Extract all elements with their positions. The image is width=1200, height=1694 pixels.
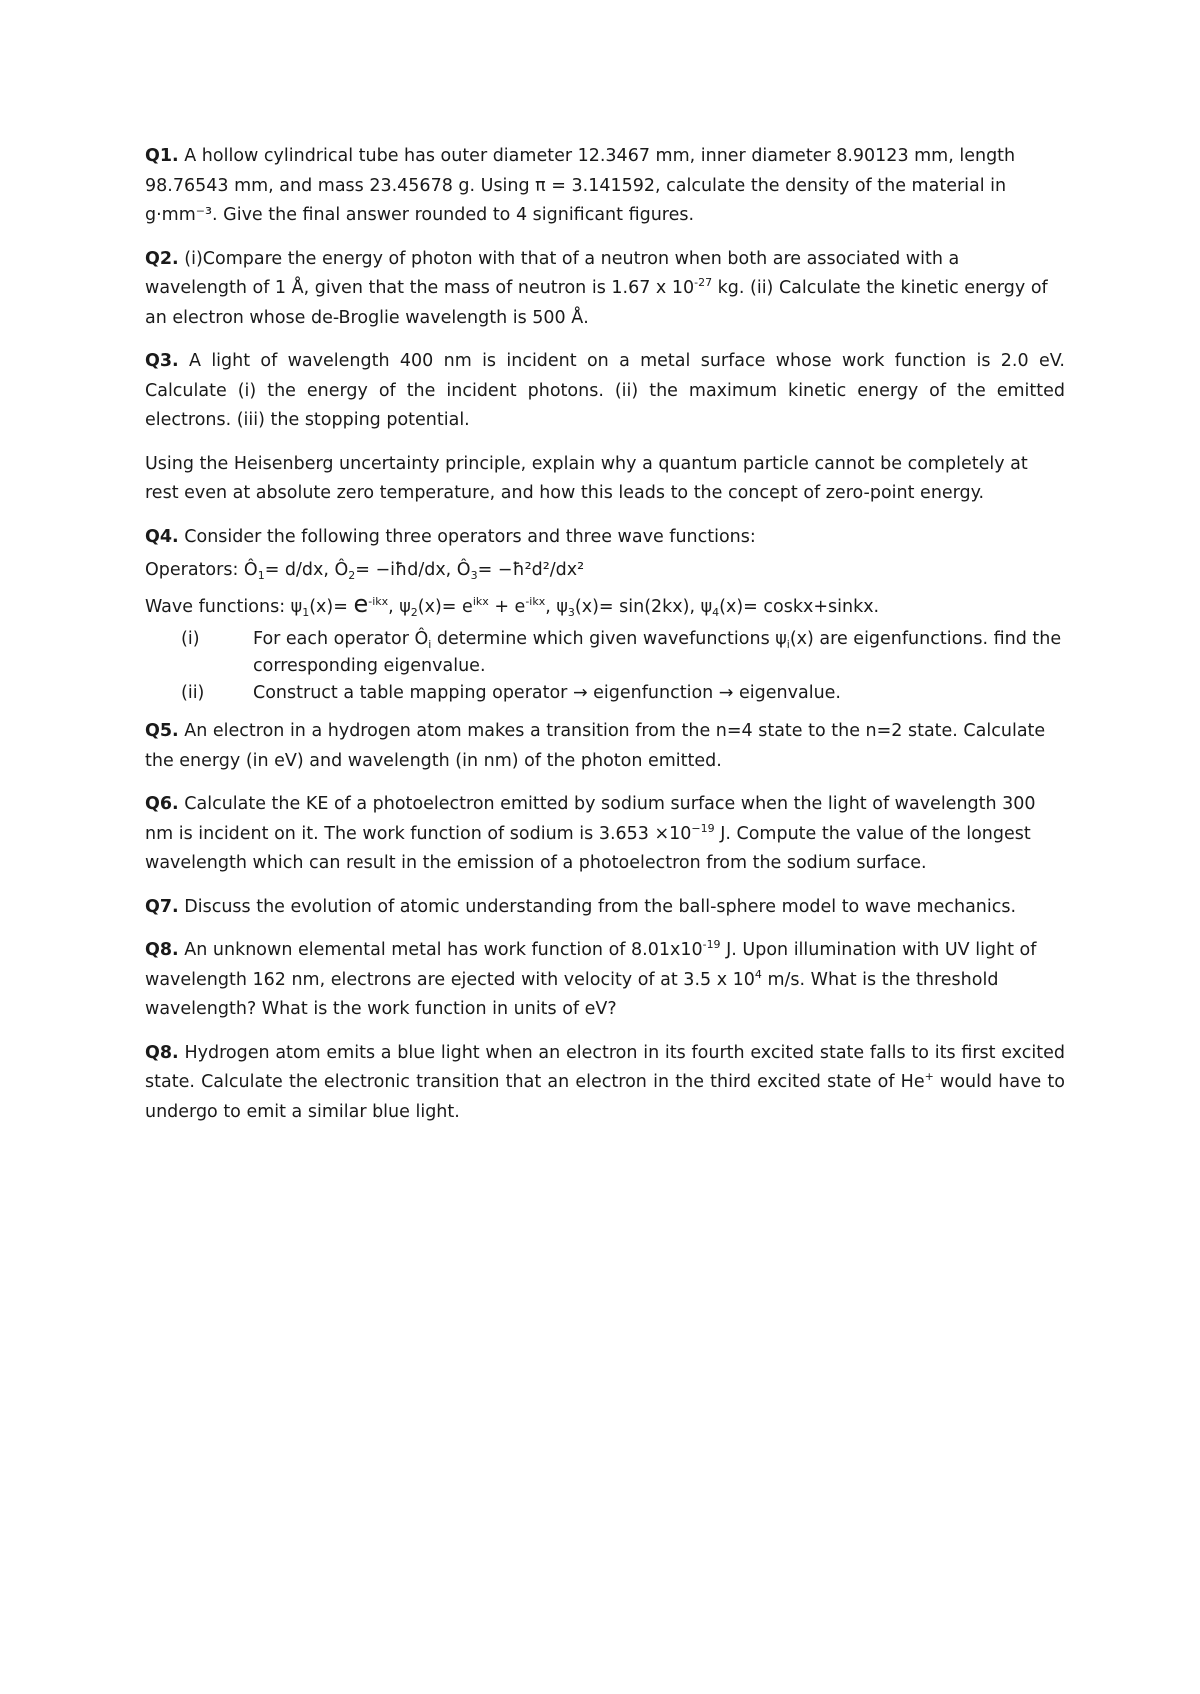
question-text: Using the Heisenberg uncertainty principle, explain why a quantum particle cannot be completely at rest even at absolute zero temperature, and how this leads to the concept of zero-point energy. <box>145 453 1028 503</box>
wave-text: , ψ <box>388 596 411 617</box>
question-text: An unknown elemental metal has work function of 8.01x10 <box>178 940 703 960</box>
subscript: i <box>786 638 790 651</box>
question-text: Calculate the KE of a photoelectron emitted by sodium surface when the light of wavelength 300 nm is incident on it. The work function of sodium is 3.653 ×10 <box>145 794 1036 844</box>
question-text: An electron in a hydrogen atom makes a transition from the n=4 state to the n=2 state. Calculate the energy (in eV) and wavelength (in nm) of the photon emitted. <box>145 721 1046 771</box>
question-label: Q3. <box>145 351 179 371</box>
item-number: (ii) <box>181 683 205 703</box>
question-label: Q4. <box>145 526 179 547</box>
question-text: J. Upon illumination with UV light of wavelength 162 nm, electrons are ejected with velocity of at 3.5 x 10 <box>145 940 1037 990</box>
question-4-intro <box>145 523 1065 553</box>
exponent: -ikx <box>368 594 389 608</box>
question-label: Q7. <box>145 896 179 917</box>
subscript: 3 <box>567 605 575 619</box>
question-text: kg. (ii) Calculate the kinetic energy of an electron whose de-Broglie wavelength is 500 Å. <box>145 278 1048 328</box>
exponent: -19 <box>702 938 721 951</box>
heisenberg-question <box>145 450 1065 509</box>
exponent: -ikx <box>525 594 546 608</box>
exponent: 4 <box>754 967 762 981</box>
item-text-part: (x) are eigenfunctions. find the corresponding eigenvalue. <box>253 629 1062 676</box>
item-number: (i) <box>181 629 200 649</box>
item-text-part: For each operator Ô <box>253 629 429 649</box>
question-label: Q8. <box>145 1042 179 1063</box>
operators-text: = −ħ²d²/dx² <box>477 560 585 580</box>
question-text: Consider the following three operators and three wave functions: <box>178 526 756 547</box>
wave-text: (x)= e <box>417 596 473 617</box>
operators-text: Operators: Ô <box>145 560 258 580</box>
question-text: Discuss the evolution of atomic understanding from the ball-sphere model to wave mechanics. <box>178 896 1017 917</box>
subscript: 2 <box>348 569 356 582</box>
wave-text: Wave functions: ψ <box>145 596 303 617</box>
operators-text: = d/dx, Ô <box>264 560 349 580</box>
subscript: 3 <box>470 569 478 582</box>
question-label: Q2. <box>145 248 179 269</box>
item-text <box>253 626 1065 680</box>
item-text: Construct a table mapping operator → eigenfunction → eigenvalue. <box>253 683 841 703</box>
exponent: ikx <box>472 594 489 608</box>
document-page <box>145 142 1065 1141</box>
exponent: -27 <box>694 276 713 289</box>
question-7 <box>145 893 1065 923</box>
question-text: Hydrogen atom emits a blue light when an electron in its fourth excited state falls to its first excited state. Calculate the electronic transition that an electron in the third excited state of He <box>145 1042 1065 1092</box>
operators-text: = −iħd/dx, Ô <box>355 560 471 580</box>
wave-text: + e <box>488 596 526 617</box>
question-3 <box>145 347 1065 436</box>
exponent: + <box>924 1070 934 1083</box>
subscript: 4 <box>712 605 720 619</box>
wave-text: (x)= coskx+sinkx. <box>719 596 880 617</box>
subscript: 1 <box>302 605 310 619</box>
exponent: −19 <box>691 821 715 835</box>
question-text: m/s. What is the threshold wavelength? What is the work function in units of eV? <box>145 969 999 1019</box>
question-label: Q1. <box>145 146 179 166</box>
subscript: 1 <box>257 569 265 582</box>
question-6 <box>145 790 1065 879</box>
wave-functions-line <box>145 590 1065 623</box>
question-2 <box>145 245 1065 334</box>
question-4-items <box>145 626 1065 707</box>
question-label: Q5. <box>145 721 179 741</box>
question-label: Q8. <box>145 940 179 960</box>
list-item <box>145 680 1065 707</box>
wave-text: (x)= sin(2kx), ψ <box>574 596 713 617</box>
question-8b <box>145 1039 1065 1128</box>
question-text: (i)Compare the energy of photon with that of a neutron when both are associated with a wavelength of 1 Å, given that the mass of neutron is 1.67 x 10 <box>145 248 960 298</box>
question-text: A light of wavelength 400 nm is incident on a metal surface whose work function is 2.0 eV. Calculate (i) the energy of the incident photons. (ii) the maximum kinetic energy of the emitted electrons. (iii) the stopping potential. <box>145 351 1065 430</box>
question-8a <box>145 936 1065 1025</box>
question-label: Q6. <box>145 794 179 814</box>
wave-text: (x)= <box>309 596 354 617</box>
exponential-e: e <box>353 589 369 618</box>
operators-line <box>145 556 1065 586</box>
question-text: J. Compute the value of the longest wavelength which can result in the emission of a photoelectron from the sodium surface. <box>145 823 1031 873</box>
question-1 <box>145 142 1065 231</box>
question-text: A hollow cylindrical tube has outer diameter 12.3467 mm, inner diameter 8.90123 mm, length 98.76543 mm, and mass 23.45678 g. Using π = 3.141592, calculate the density of the material in g·mm⁻³. Give the final answer rounded to 4 significant figures. <box>145 146 1016 225</box>
wave-text: , ψ <box>545 596 568 617</box>
list-item <box>145 626 1065 680</box>
subscript: 2 <box>410 605 418 619</box>
question-5 <box>145 717 1065 776</box>
subscript: i <box>428 638 432 651</box>
item-text-part: determine which given wavefunctions ψ <box>431 629 787 649</box>
question-text: would have to undergo to emit a similar blue light. <box>145 1072 1066 1122</box>
